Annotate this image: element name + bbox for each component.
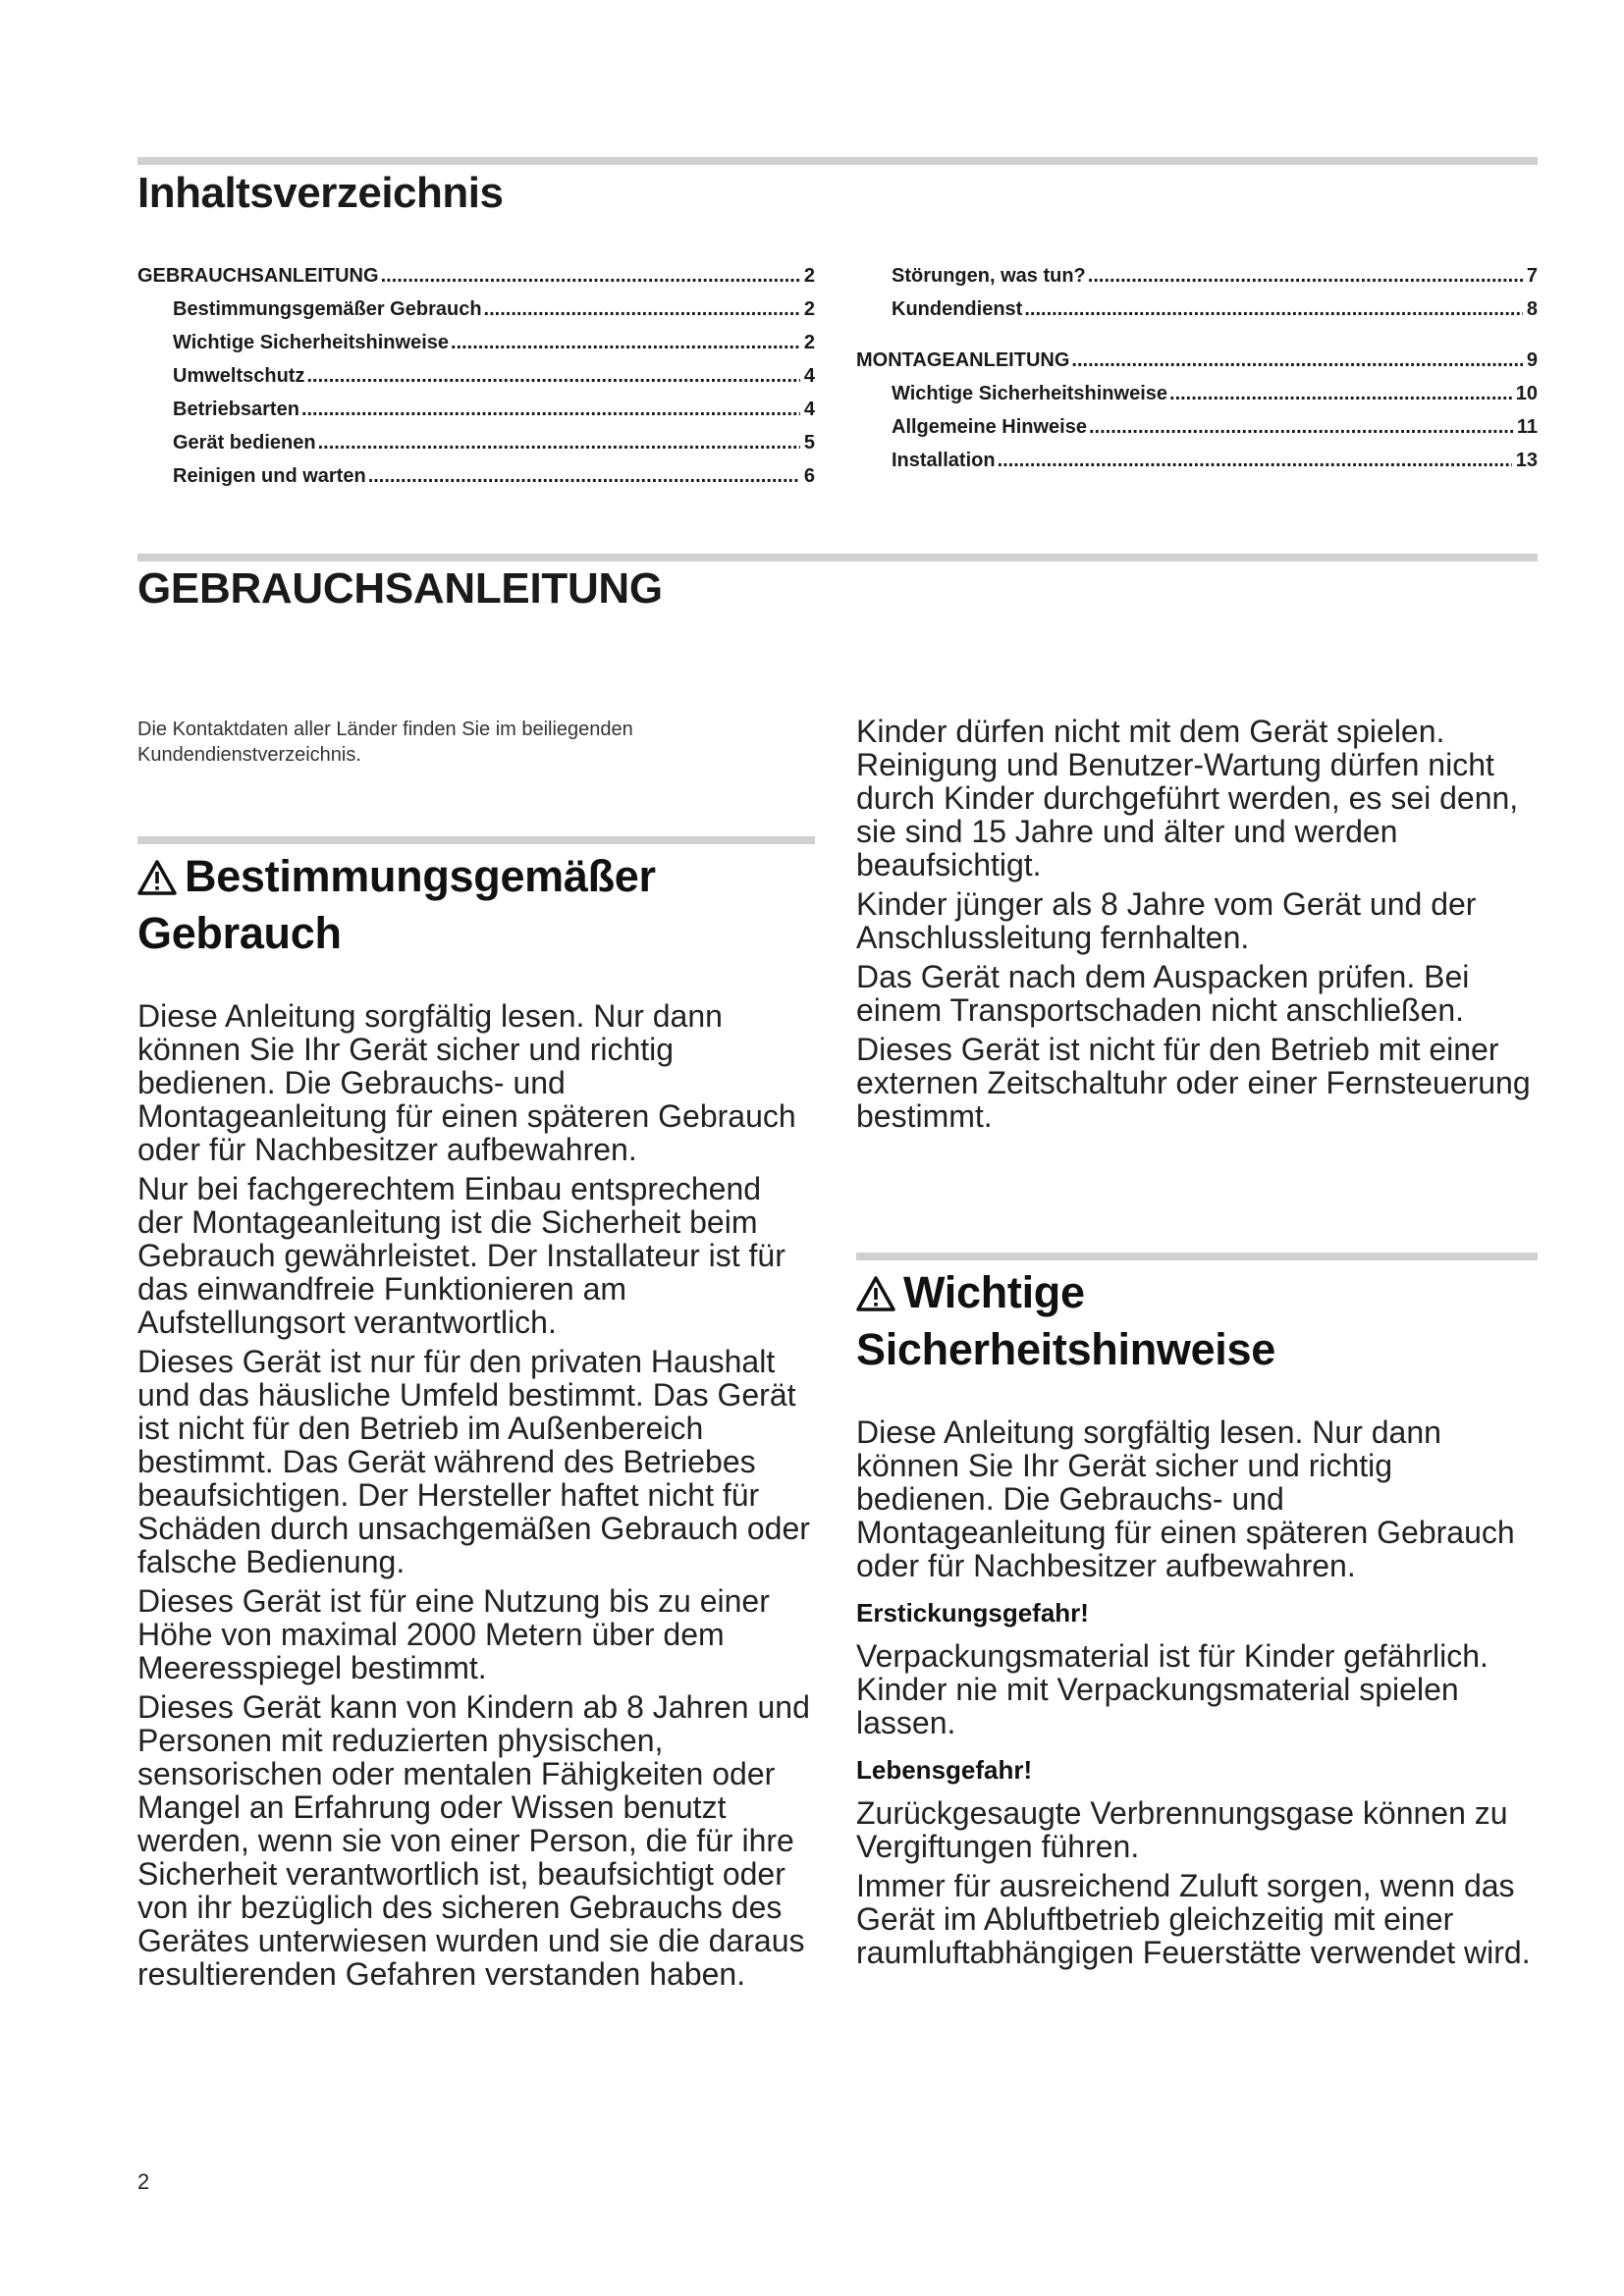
toc-label: Wichtige Sicherheitshinweise	[892, 383, 1168, 404]
section-rule	[137, 554, 1538, 561]
toc-label: GEBRAUCHSANLEITUNG	[137, 265, 379, 287]
toc-page: 11	[1516, 416, 1538, 438]
toc-entry-geraet-bedienen[interactable]	[137, 426, 815, 459]
toc-leader	[306, 359, 799, 393]
safety-section	[856, 1266, 1534, 1975]
intended-use-paragraph-2: Nur bei fachgerechtem Einbau entsprechend der Montageanleitung ist die Sicherheit beim Gebrauch gewährleistet. Der Installateur ist für das einwandfreie Funktionieren am Aufstellungsort verantwortlich.	[137, 1171, 785, 1340]
right-intro-paragraph-2: Kinder jünger als 8 Jahre vom Gerät und der Anschlussleitung fernhalten.	[856, 886, 1477, 955]
right-intro-section	[856, 715, 1534, 1139]
warning-suffocation-text: Verpackungsmaterial ist für Kinder gefährlich. Kinder nie mit Verpackungsmaterial spielen lassen.	[856, 1638, 1489, 1740]
toc-leader	[318, 426, 800, 459]
toc-entry-betriebsarten[interactable]	[137, 393, 815, 426]
intended-use-title-line1: Bestimmungsgemäßer	[185, 851, 656, 901]
top-rule	[137, 157, 1538, 165]
toc-entry-installation[interactable]	[856, 444, 1538, 477]
page-number: 2	[137, 2169, 150, 2194]
safety-title	[856, 1266, 1534, 1376]
toc-entry-allgemeine-hinweise[interactable]	[856, 410, 1538, 444]
toc-leader	[368, 459, 800, 493]
left-column	[137, 717, 815, 768]
toc-page: 4	[803, 399, 815, 420]
toc-label: Reinigen und warten	[173, 465, 366, 487]
toc-leader	[1169, 377, 1512, 410]
toc-title: Inhaltsverzeichnis	[137, 169, 504, 217]
toc-page: 4	[803, 365, 815, 387]
toc-entry-gebrauchsanleitung[interactable]	[137, 259, 815, 293]
toc-leader	[1071, 344, 1522, 377]
intended-use-paragraph-4: Dieses Gerät ist für eine Nutzung bis zu einer Höhe von maximal 2000 Metern über dem Meeresspiegel bestimmt.	[137, 1583, 770, 1685]
toc-label: Störungen, was tun?	[892, 265, 1086, 287]
toc-label: Kundendienst	[892, 298, 1023, 320]
toc-entry-montage-sicherheitshinweise[interactable]	[856, 377, 1538, 410]
toc-leader	[1024, 293, 1523, 326]
toc-leader	[484, 293, 800, 326]
toc-leader	[1089, 410, 1513, 444]
right-intro-paragraph-1: Kinder dürfen nicht mit dem Gerät spielen. Reinigung und Benutzer-Wartung dürfen nicht durch Kinder durchgeführt werden, es sei denn, sie sind 15 Jahre und älter und werden beaufsichtigt.	[856, 714, 1519, 882]
toc-label: Betriebsarten	[173, 399, 299, 420]
warning-triangle-icon	[856, 1270, 895, 1323]
toc-page: 8	[1526, 298, 1538, 320]
toc-leader	[301, 393, 800, 426]
safety-title-line2: Sicherheitshinweise	[856, 1324, 1275, 1374]
toc-right-column	[856, 259, 1538, 477]
toc-leader	[998, 444, 1512, 477]
toc-entry-kundendienst[interactable]	[856, 293, 1538, 326]
section-title: GEBRAUCHSANLEITUNG	[137, 564, 663, 613]
intended-use-title	[137, 850, 815, 960]
toc-label: Allgemeine Hinweise	[892, 416, 1087, 438]
toc-label: Gerät bedienen	[173, 432, 316, 454]
toc-entry-montageanleitung[interactable]	[856, 344, 1538, 377]
toc-page: 2	[803, 298, 815, 320]
toc-label: Bestimmungsgemäßer Gebrauch	[173, 298, 482, 320]
toc-entry-bestimmungsgemaesser-gebrauch[interactable]	[137, 293, 815, 326]
right-intro-paragraph-4: Dieses Gerät ist nicht für den Betrieb mit einer externen Zeitschaltuhr oder einer Fernsteuerung bestimmt.	[856, 1032, 1531, 1134]
toc-label: Wichtige Sicherheitshinweise	[173, 332, 450, 353]
toc-entry-reinigen-und-warten[interactable]	[137, 459, 815, 493]
toc-page: 2	[803, 332, 815, 353]
toc-left-column	[137, 259, 815, 493]
toc-leader	[1088, 259, 1523, 293]
toc-entry-umweltschutz[interactable]	[137, 359, 815, 393]
toc-label: MONTAGEANLEITUNG	[856, 349, 1070, 371]
toc-entry-stoerungen[interactable]	[856, 259, 1538, 293]
toc-leader	[451, 326, 800, 359]
toc-page: 6	[803, 465, 815, 487]
toc-label: Installation	[892, 450, 996, 471]
right-intro-paragraph-3: Das Gerät nach dem Auspacken prüfen. Bei einem Transportschaden nicht anschließen.	[856, 959, 1470, 1028]
safety-intro: Diese Anleitung sorgfältig lesen. Nur dann können Sie Ihr Gerät sicher und richtig bedienen. Die Gebrauchs- und Montageanleitung für einen späteren Gebrauch oder für Nachbesitzer aufbewahren.	[856, 1415, 1515, 1583]
intended-use-paragraph-1: Diese Anleitung sorgfältig lesen. Nur dann können Sie Ihr Gerät sicher und richtig bedienen. Die Gebrauchs- und Montageanleitung für einen späteren Gebrauch oder für Nachbesitzer aufbewahren.	[137, 998, 796, 1167]
toc-page: 10	[1515, 383, 1538, 404]
warning-suffocation-title: Erstickungsgefahr!	[856, 1598, 1089, 1628]
warning-danger-to-life-text-1: Zurückgesaugte Verbrennungsgase können zu Vergiftungen führen.	[856, 1795, 1508, 1864]
warning-danger-to-life-text-2: Immer für ausreichend Zuluft sorgen, wenn das Gerät im Abluftbetrieb gleichzeitig mit einer raumluftabhängigen Feuerstätte verwendet wird.	[856, 1868, 1531, 1970]
warning-danger-to-life-title: Lebensgefahr!	[856, 1755, 1033, 1785]
toc-page: 9	[1526, 349, 1538, 371]
intended-use-title-line2: Gebrauch	[137, 908, 342, 958]
toc-entry-sicherheitshinweise[interactable]	[137, 326, 815, 359]
toc-page: 13	[1515, 450, 1538, 471]
contact-note: Die Kontaktdaten aller Länder finden Sie im beiliegenden Kundendienstverzeichnis.	[137, 719, 633, 766]
warning-triangle-icon	[137, 854, 177, 907]
safety-rule	[856, 1253, 1538, 1260]
intended-use-paragraph-5: Dieses Gerät kann von Kindern ab 8 Jahren und Personen mit reduzierten physischen, sensorischen oder mentalen Fähigkeiten oder Mangel an Erfahrung oder Wissen benutzt werden, wenn sie von einer Person, die für ihre Sicherheit verantwortlich ist, beaufsichtigt oder von ihr bezüglich des sicheren Gebrauchs des Gerätes unterwiesen wurden und sie die daraus resultierenden Gefahren verstanden haben.	[137, 1689, 810, 1992]
toc-page: 7	[1526, 265, 1538, 287]
toc-label: Umweltschutz	[173, 365, 305, 387]
safety-title-line1: Wichtige	[903, 1267, 1085, 1317]
intended-use-rule	[137, 836, 815, 844]
intended-use-section	[137, 850, 815, 1997]
toc-page: 2	[803, 265, 815, 287]
toc-leader	[381, 259, 800, 293]
toc-page: 5	[803, 432, 815, 454]
intended-use-paragraph-3: Dieses Gerät ist nur für den privaten Haushalt und das häusliche Umfeld bestimmt. Das Gerät ist nicht für den Betrieb im Außenbereich bestimmt. Das Gerät während des Betriebes beaufsichtigen. Der Hersteller haftet nicht für Schäden durch unsachgemäßen Gebrauch oder falsche Bedienung.	[137, 1344, 810, 1579]
